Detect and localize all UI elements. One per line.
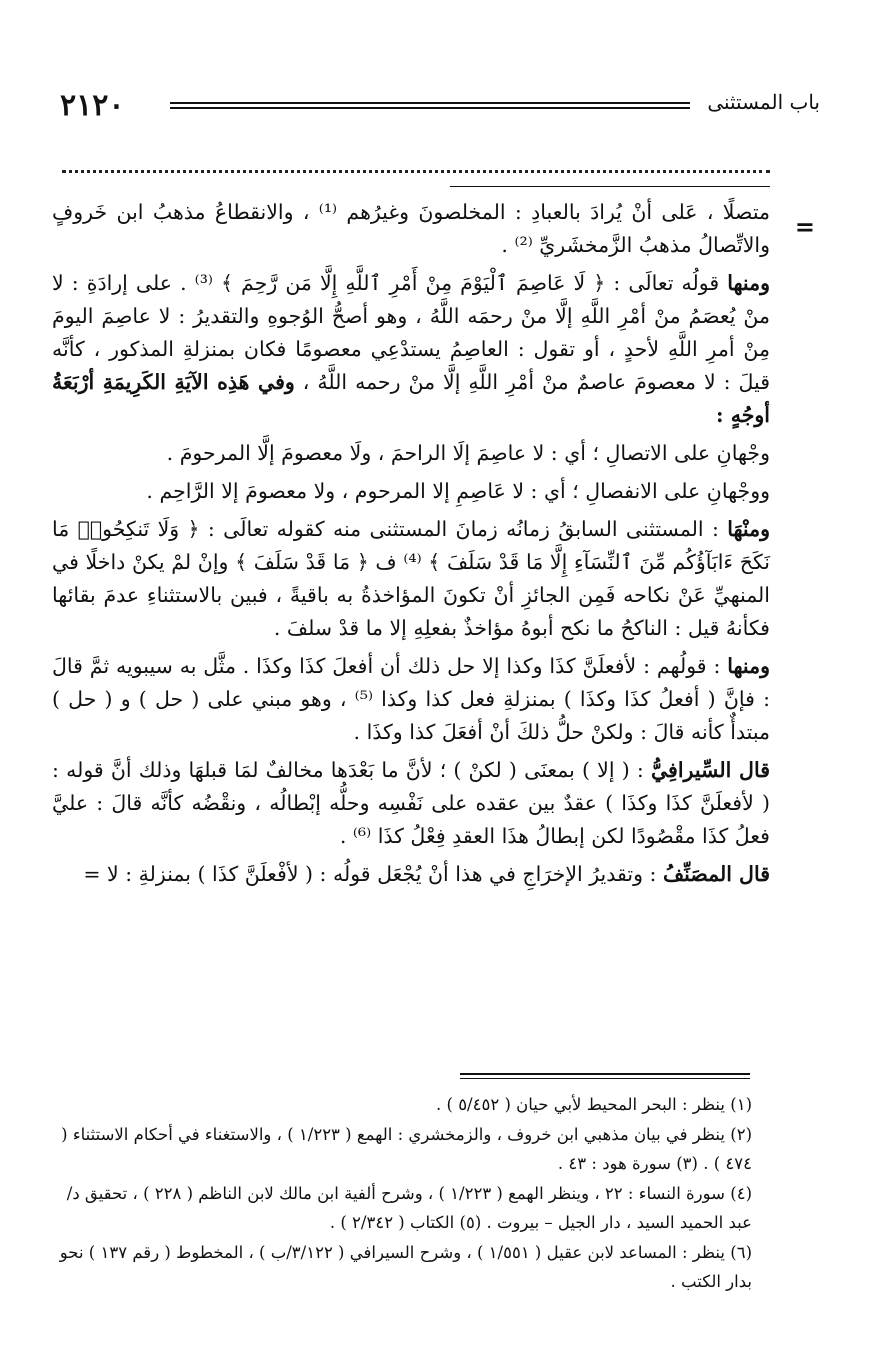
separator-rule bbox=[450, 186, 770, 187]
paragraph-5 bbox=[52, 513, 770, 645]
footnotes bbox=[40, 1090, 752, 1297]
paragraph-2-text: قولُه تعالَى : ﴿ لَا عَاصِمَ ٱلْيَوْمَ مِنْ أَمْرِ ٱللَّهِ إِلَّا مَن رَّحِمَ ﴾ ⁽³⁾ . على إرادَةِ : لا منْ يُعصَمُ منْ أمْرِ اللَّهِ إلَّا منْ رحمَه اللَّهُ ، وهو أصحُّ الوُجوهِ والتقديرُ : لا عاصِمَ اليومَ مِنْ أمرِ اللَّهِ لأحدٍ ، أو تقول : العاصِمُ يستدْعِي معصومًا فكان بمنزلةِ المذكور ، كأنَّه قيلَ : لا معصومَ عاصمٌ منْ أمْرِ اللَّهِ إلَّا منْ رحمه اللَّهُ ، bbox=[52, 271, 771, 394]
main-text bbox=[52, 196, 770, 896]
paragraph-1: متصلًا ، عَلى أنْ يُرادَ بالعبادِ : المخلصونَ وغيرُهم ⁽¹⁾ ، والانقطاعُ مذهبُ ابن خَروفٍ والاتِّصالُ مذهبُ الزَّمخشَريِّ ⁽²⁾ . bbox=[52, 200, 770, 257]
continuation-mark-top: = bbox=[794, 212, 815, 241]
paragraph-2 bbox=[52, 267, 770, 432]
paragraph-8-text: : وتقديرُ الإخرَاجِ في هذا أنْ يُجْعَل قولُه : ( لأفْعلَنَّ كذَا ) بمنزلةِ : لا = bbox=[83, 862, 663, 886]
page-number: ٢١٢٠ bbox=[60, 88, 125, 123]
footnote-rule bbox=[460, 1073, 750, 1079]
header-rule bbox=[170, 102, 690, 109]
paragraph-6-lead: ومنها bbox=[727, 654, 770, 678]
paragraph-7-text: : ( إلا ) بمعنَى ( لكنْ ) ؛ لأنَّ ما بَعْدَها مخالفٌ لمَا قبلهَا وذلك أنَّ قوله : ( لأفعلَنَّ كذَا وكذَا ) عقدٌ بين عقده على نَفْسِه وحلُّه إبْطالُه ، ونقْضُه كأنَّه قالَ : عليَّ فعلُ كذَا مقْصُودًا لكن إبطالُ هذَا العقدِ فِعْلُ كذَا ⁽⁶⁾ . bbox=[52, 758, 770, 848]
paragraph-5-lead: ومنْهَا bbox=[727, 517, 770, 541]
paragraph-8 bbox=[52, 858, 770, 891]
paragraph-2-lead: ومنها bbox=[727, 271, 770, 295]
footnote-4: (٤) سورة النساء : ٢٢ ، وينظر الهمع ( ١/٢٢٣ ) ، وشرح ألفية ابن مالك لابن الناظم ( ٢٢٨ ) ، تحقيق د/ عبد الحميد السيد ، دار الجيل – بيروت . (٥) الكتاب ( ٢/٣٤٢ ) . bbox=[66, 1183, 752, 1232]
paragraph-7 bbox=[52, 754, 770, 853]
paragraph-3: وجْهانِ على الاتصالِ ؛ أي : لا عاصِمَ إلَا الراحمَ ، ولَا معصومَ إلَّا المرحومَ . bbox=[166, 441, 770, 465]
paragraph-2-tail: وفي هَذِه الآيَةِ الكَرِيمَةِ أرْبَعَةُ أوجُهٍ : bbox=[52, 370, 770, 427]
footnote-2: (٢) ينظر في بيان مذهبي ابن خروف ، والزمخشري : الهمع ( ١/٢٢٣ ) ، والاستغناء في أحكام الاستثناء ( ٤٧٤ ) . (٣) سورة هود : ٤٣ . bbox=[61, 1124, 752, 1173]
paragraph-5-text: : المستثنى السابقُ زمانُه زمانَ المستثنى منه كقوله تعالَى : ﴿ وَلَا تَنكِحُوا۟ مَا نَكَحَ ءَابَآؤُكُم مِّنَ ٱلنِّسَآءِ إِلَّا مَا قَدْ سَلَفَ ﴾ ⁽⁴⁾ ف ﴿ مَا قَدْ سَلَفَ ﴾ وإنْ لمْ يكنْ داخلًا في المنهيِّ عَنْ نكاحه فَمِن الجائزِ أنْ تكونَ المؤاخذةُ به باقيةً ، فبين بالاستثناءِ عدمَ بقائها فكأنهُ قيل : الناكحُ ما نكح أبوهُ مؤاخذٌ بفعلِهِ إلا ما قدْ سلفَ . bbox=[52, 517, 770, 640]
footnote-1: (١) ينظر : البحر المحيط لأبي حيان ( ٥/٤٥٢ ) . bbox=[436, 1095, 752, 1114]
paragraph-7-lead: قال السِّيرافِيُّ bbox=[650, 758, 770, 782]
chapter-title: باب المستثنى bbox=[707, 90, 820, 114]
paragraph-4: ووجْهانِ على الانفصالِ ؛ أي : لا عَاصِمِ إلا المرحوم ، ولا معصومَ إلا الرَّاحِم . bbox=[146, 479, 770, 503]
paragraph-6 bbox=[52, 650, 770, 749]
dotted-separator bbox=[62, 170, 770, 173]
footnote-6: (٦) ينظر : المساعد لابن عقيل ( ١/٥٥١ ) ، وشرح السيرافي ( ٣/١٢٢/ب ) ، المخطوط ( رقم ١٣٧ ) نحو بدار الكتب . bbox=[59, 1242, 752, 1291]
paragraph-8-lead: قال المصَنِّفُ bbox=[662, 862, 770, 886]
page-header bbox=[60, 88, 820, 128]
paragraph-6-text: : قولُهم : لأفعلَنَّ كذَا وكذا إلا حل ذلك أن أفعلَ كذَا وكذَا . مثَّل به سيبويه ثمَّ قالَ : فإنَّ ( أفعلُ كذَا وكذَا ) بمنزلةِ فعل كذا وكذا ⁽⁵⁾ ، وهو مبني على ( حل ) و ( حل ) مبتدأٌ كأنه قالَ : ولكنْ حلُّ ذلكَ أنْ أفعَلَ كذا وكذَا . bbox=[52, 654, 771, 744]
